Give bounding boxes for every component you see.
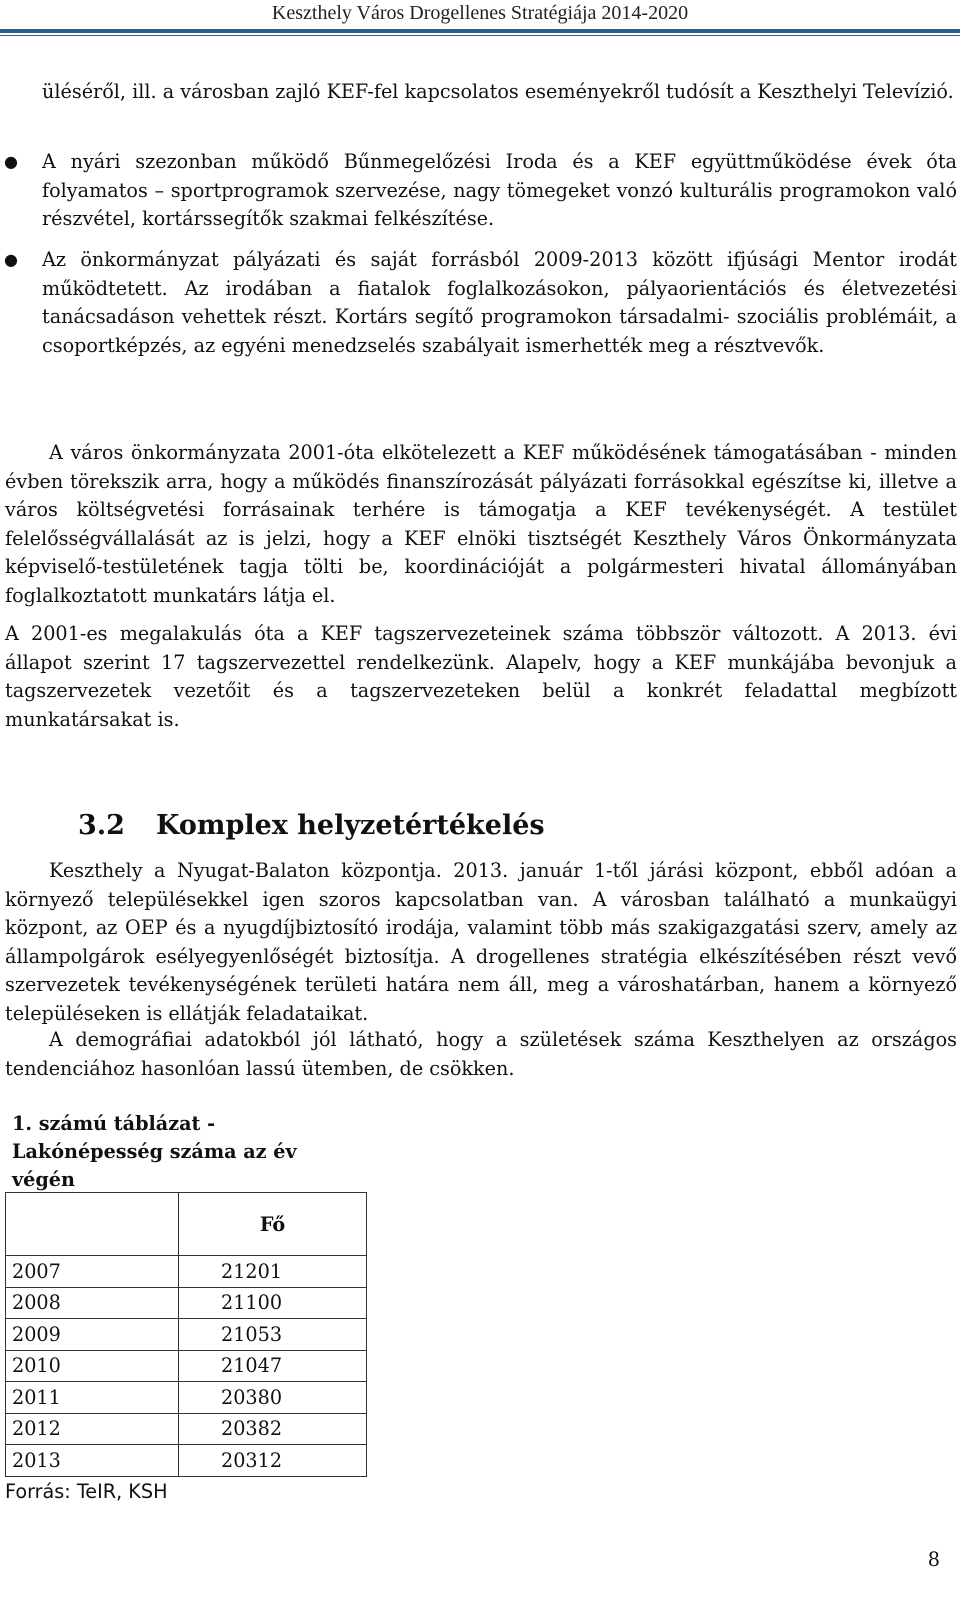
table-cell-value: 20382 — [179, 1413, 367, 1445]
table-cell-year: 2011 — [6, 1382, 179, 1414]
bullet-marker: ● — [4, 250, 18, 269]
population-table — [5, 1192, 367, 1477]
table-row — [6, 1256, 367, 1288]
bullet-marker: ● — [4, 152, 18, 171]
table-row — [6, 1287, 367, 1319]
paragraph: Keszthely a Nyugat-Balaton központja. 2013. január 1-től járási központ, ebből adóan a környező településekkel igen szoros kapcsolatban van. A városban található a munkaügyi központ, az OEP és a nyugdíjbiztosító irodája, valamint több más szakigazgatási szerv, amely az állampolgárok esélyegyenlőségét biztosítja. A drogellenes stratégia elkészítésében részt vevő szervezetek tevékenységének területi határa nem áll, meg a városhatárban, hanem a környező településeken is ellátják feladataikat. — [5, 859, 957, 1025]
table-row — [6, 1319, 367, 1351]
bullet-continuation: üléséről, ill. a városban zajló KEF-fel kapcsolatos eseményekről tudósít a Keszthelyi Televízió. — [42, 80, 954, 103]
table-row — [6, 1350, 367, 1382]
table-row — [6, 1382, 367, 1414]
table-cell-year: 2007 — [6, 1256, 179, 1288]
bullet-item: ● A nyári szezonban működő Bűnmegelőzési Iroda és a KEF együttműködése évek óta folyamatos – sportprogramok szervezése, nagy tömegeket vonzó kulturális programokon való részvétel, kortárssegítők szakmai felkészítése. — [4, 150, 957, 231]
header-title: Keszthely Város Drogellenes Stratégiája 2014-2020 — [271, 2, 689, 24]
table-cell-year: 2012 — [6, 1413, 179, 1445]
paragraph: A város önkormányzata 2001-óta elkötelezett a KEF működésének támogatásában - minden évben törekszik arra, hogy a működés finanszírozását pályázati forrásokkal egészítse ki, illetve a város költségvetési forrásainak terhére is támogatja a KEF tevékenységét. A testület felelősségvállalását az is jelzi, hogy a KEF elnöki tisztségét Keszthely Város Önkormányzata képviselő-testületének tagja tölti be, koordinációját a polgármesteri hivatal állományában foglalkoztatott munkatárs látja el. — [5, 441, 957, 607]
paragraph: A 2001-es megalakulás óta a KEF tagszervezeteinek száma többször változott. A 2013. évi állapot szerint 17 tagszervezettel rendelkezünk. Alapelv, hogy a KEF munkájába bevonjuk a tagszervezetek vezetőit és a tagszervezeteken belül a konkrét feladattal megbízott munkatársakat is. — [5, 622, 957, 731]
table-row — [6, 1445, 367, 1477]
table-header-row — [6, 1193, 367, 1256]
header-rule-thin — [0, 35, 960, 36]
section-heading — [78, 810, 545, 841]
table-cell-year: 2008 — [6, 1287, 179, 1319]
paragraph: A demográfiai adatokból jól látható, hogy a születések száma Keszthelyen az országos tendenciához hasonlóan lassú ütemben, de csökken. — [5, 1028, 957, 1080]
table-cell-year: 2010 — [6, 1350, 179, 1382]
table-cell-value: 21201 — [179, 1256, 367, 1288]
table-cell-value: 21053 — [179, 1319, 367, 1351]
page-number: 8 — [927, 1548, 940, 1571]
table-cell-value: 21047 — [179, 1350, 367, 1382]
table-cell-value: 20312 — [179, 1445, 367, 1477]
table-caption: 1. számú táblázat - Lakónépesség száma az év végén — [12, 1112, 297, 1191]
table-cell-value: 20380 — [179, 1382, 367, 1414]
section-number: 3.2 — [78, 810, 125, 841]
table-cell-value: 21100 — [179, 1287, 367, 1319]
table-header-value: Fő — [179, 1193, 367, 1256]
table-cell-year: 2013 — [6, 1445, 179, 1477]
table-source: Forrás: TeIR, KSH — [5, 1480, 168, 1503]
bullet-item: ● Az önkormányzat pályázati és saját forrásból 2009-2013 között ifjúsági Mentor irodát működtetett. Az irodában a fiatalok foglalkozásokon, pályaorientációs és életvezetési tanácsadáson vehettek részt. Kortárs segítő programokon társadalmi- szociális problémáit, a csoportképzés, az egyéni menedzselés szabályait ismerhették meg a résztvevők. — [4, 248, 957, 357]
section-title: Komplex helyzetértékelés — [156, 810, 545, 841]
table-header-year — [6, 1193, 179, 1256]
table-cell-year: 2009 — [6, 1319, 179, 1351]
table-row — [6, 1413, 367, 1445]
header-rule — [0, 29, 960, 33]
